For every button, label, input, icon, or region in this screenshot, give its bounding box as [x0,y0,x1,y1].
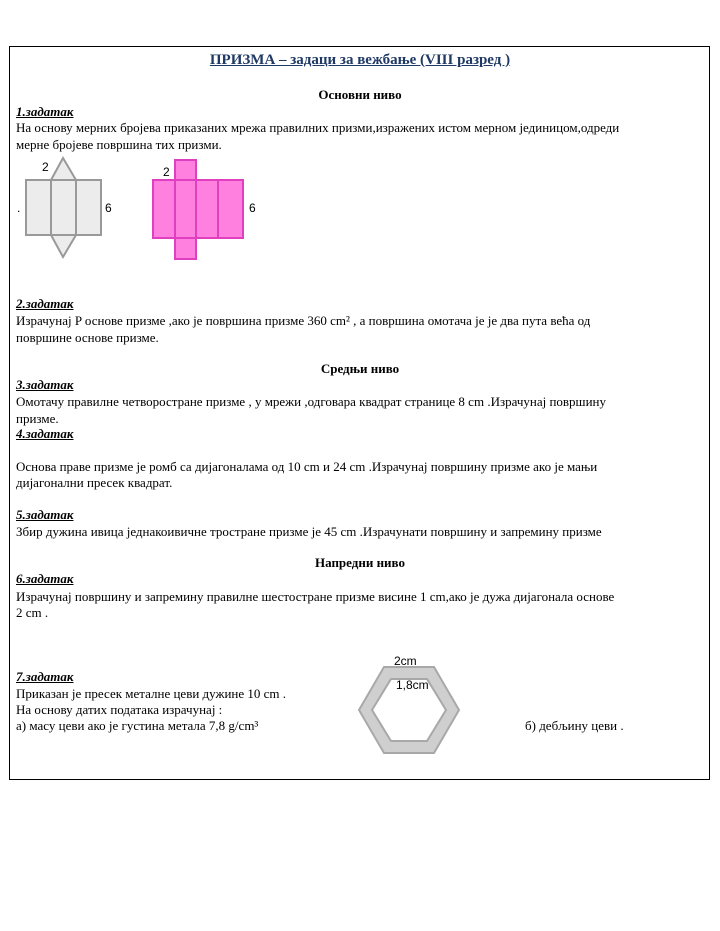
task-6-line-2: 2 cm . [16,605,49,620]
net1-side-label: 6 [105,201,112,215]
task-2-label: 2.задатак [16,296,74,311]
task-2-line-2: површине основе призме. [16,330,159,345]
task-7-line-3b: б) дебљину цеви . [525,718,624,733]
task-2-line-1: Израчунај P основе призме ,ако је површина призме 360 cm² , а површина омотача је је два пута већа од [16,313,591,328]
task-7-line-3a: а) масу цеви ако је густина метала 7,8 g/cm³ [16,718,259,733]
task-6-line-1: Израчунај површину и запремину правилне шестостране призме висине 1 cm,ако је дужа дијагонала основе [16,589,615,604]
task-4-line-1: Основа праве призме је ромб са дијагоналама од 10 cm и 24 cm .Израчунај површину призме ако је мањи [16,459,598,474]
level-basic-heading: Основни ниво [318,87,402,102]
level-advanced-heading: Напредни ниво [315,555,405,570]
task-5-line-1: Збир дужина ивица једнакоивичне тростране призме је 45 cm .Израчунати површину и запремину призме [16,524,602,539]
pipe-outer-label: 2cm [394,654,417,668]
task-7-label: 7.задатак [16,669,74,684]
page-title: ПРИЗМА – задаци за вежбање (VIII разред ) [209,52,511,68]
level-middle-heading: Средњи ниво [320,361,400,376]
net2-side-label: 6 [249,201,256,215]
task-1-label: 1.задатак [16,104,74,119]
net1-dot: . [17,201,21,215]
task-1-line-2: мерне бројеве површина тих призми. [16,137,222,152]
task-3-line-1: Омотачу правилне четворостране призме , у мрежи ,одговара квадрат странице 8 cm .Израчунај површину [16,394,606,409]
net1-top-label: 2 [42,160,49,174]
pipe-inner-label: 1,8cm [396,678,429,692]
task-7-line-1: Приказан је пресек металне цеви дужине 10 cm . [16,686,287,701]
task-3-line-2: призме. [16,411,59,426]
task-1-line-1: На основу мерних бројева приказаних мрежа правилних призми,изражених истом мерном јединицом,одреди [16,120,620,135]
task-5-label: 5.задатак [16,507,74,522]
task-7-line-2: На основу датих података израчунај : [16,702,223,717]
task-4-line-2: дијагонални пресек квадрат. [16,475,173,490]
task-4-label: 4.задатак [16,426,74,441]
task-6-label: 6.задатак [16,571,74,586]
net2-top-label: 2 [163,165,170,179]
task-3-label: 3.задатак [16,377,74,392]
